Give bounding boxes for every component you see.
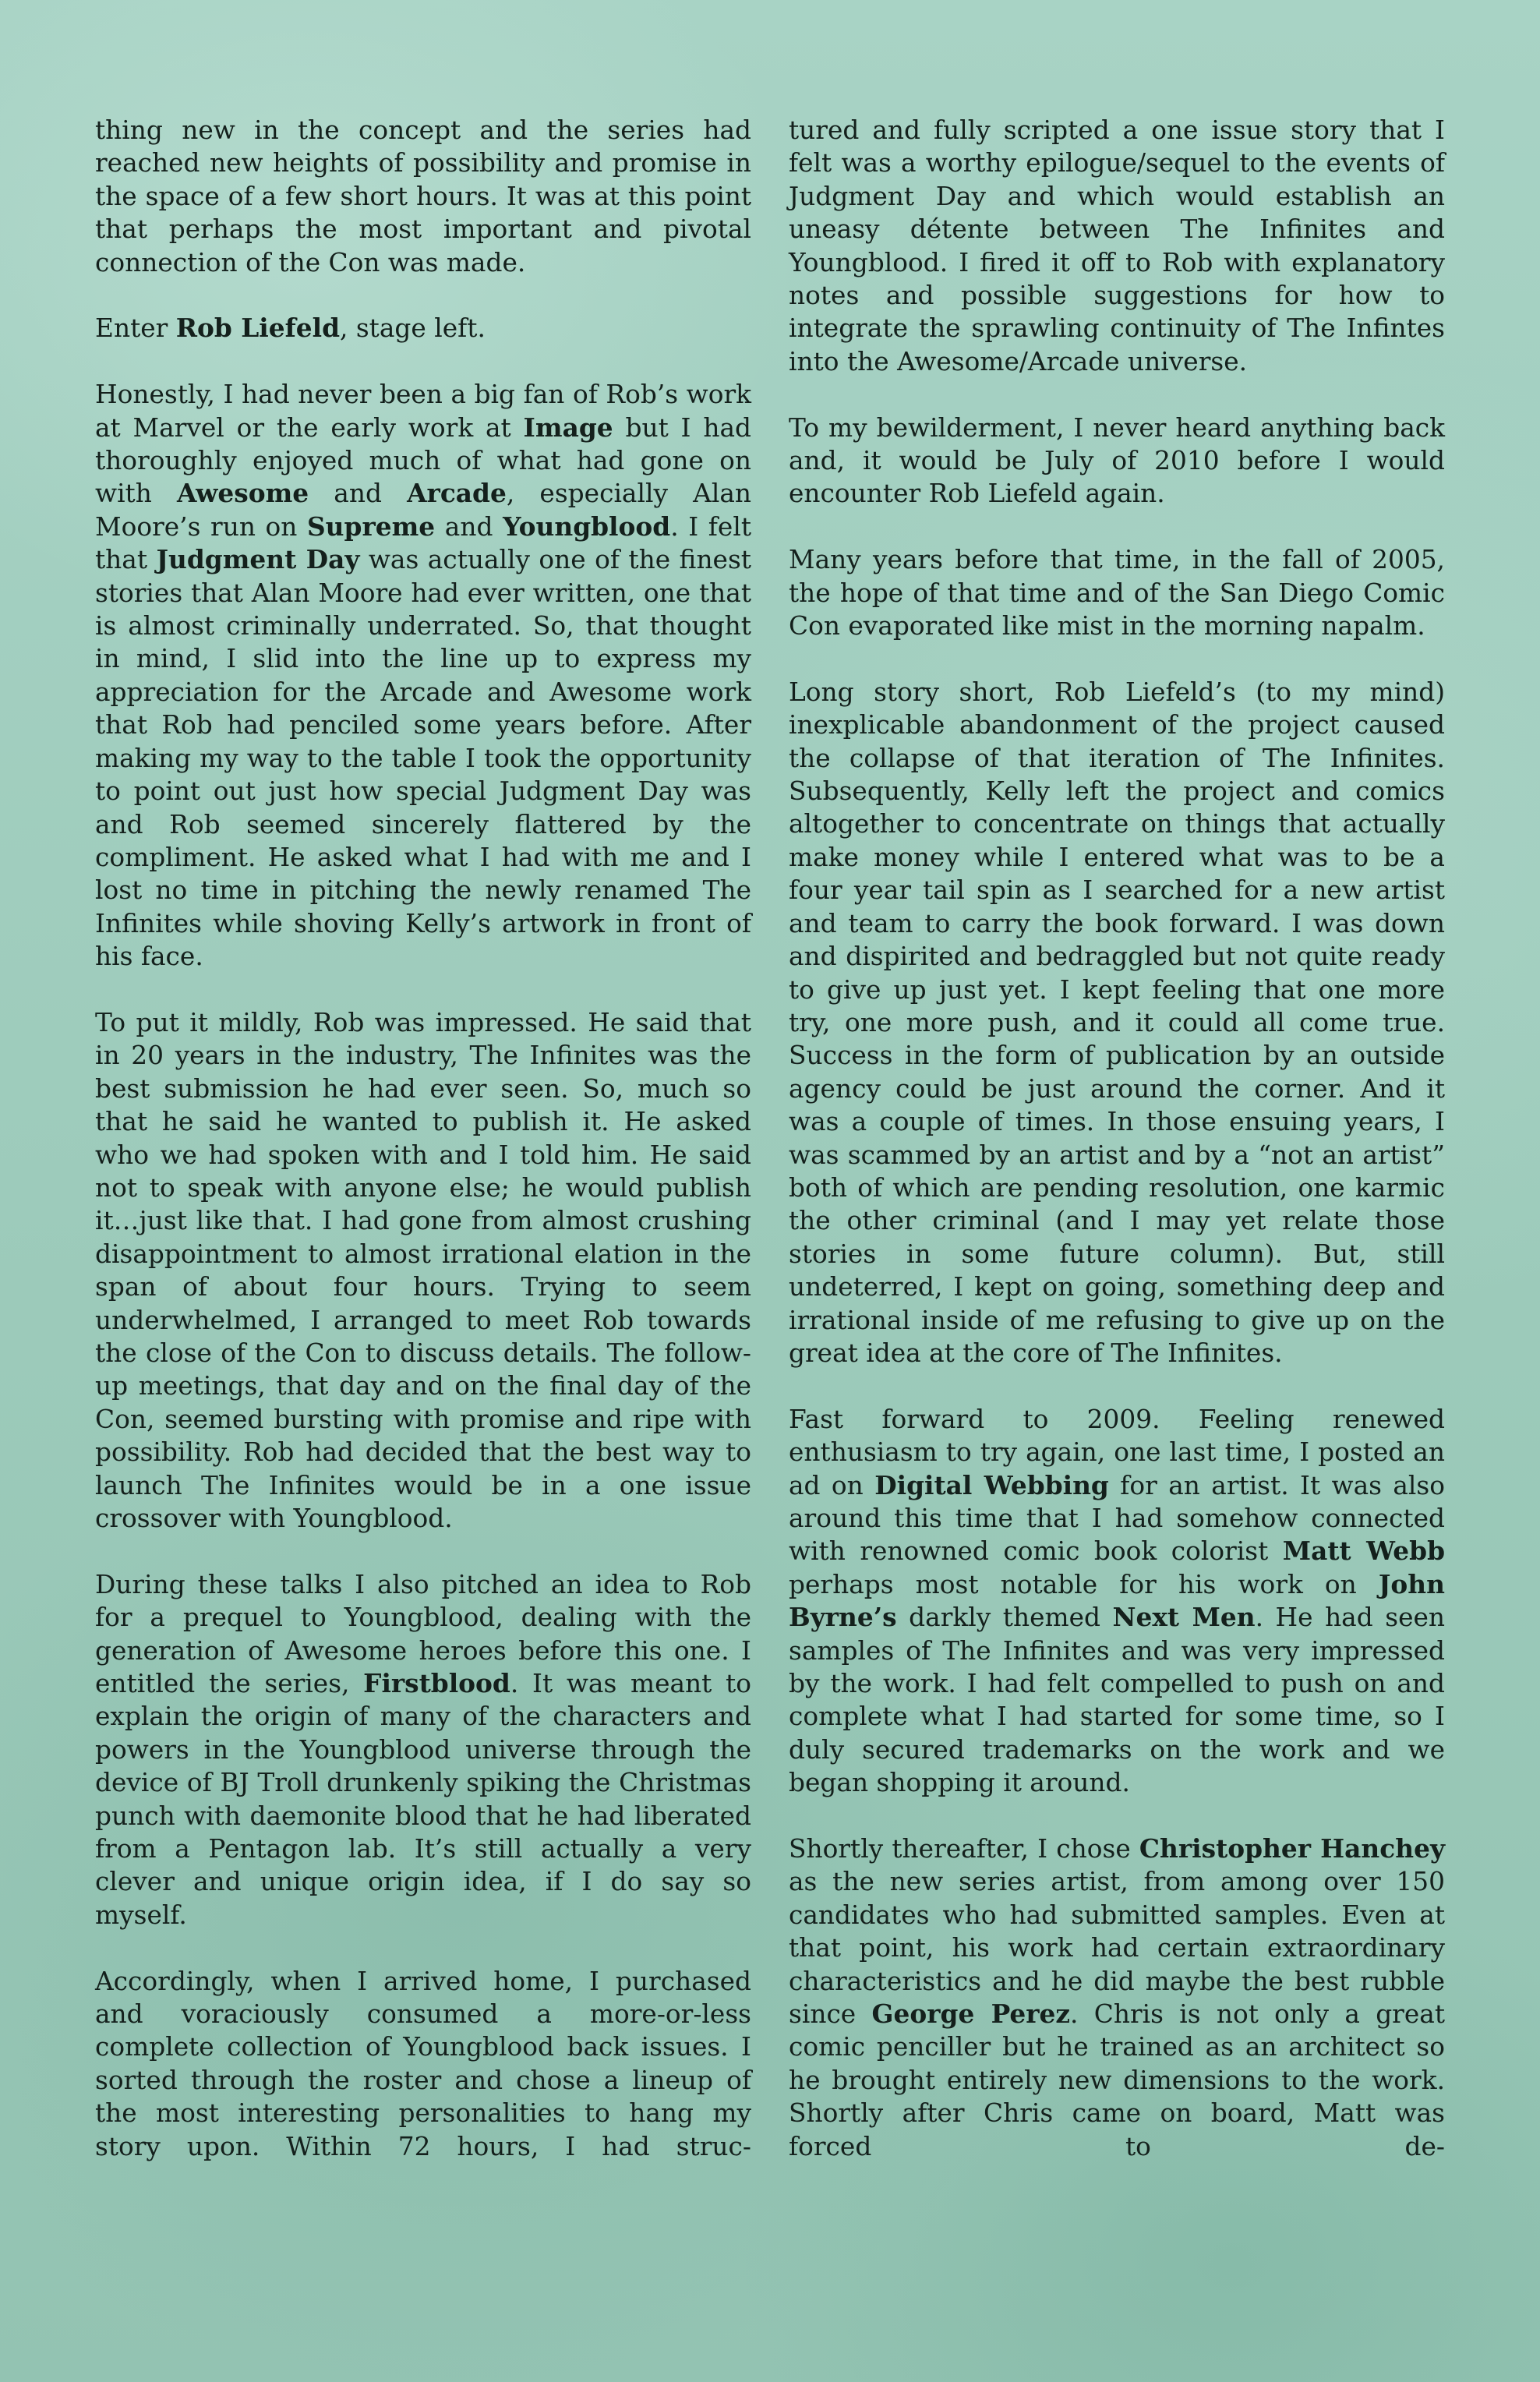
paragraph <box>95 1006 751 1536</box>
bold-name: Christopher Hanchey <box>1139 1833 1446 1864</box>
text-run: . I felt that <box>95 511 751 575</box>
bold-name: Judgment Day <box>156 544 360 575</box>
paragraph <box>789 676 1445 1370</box>
text-run: as the new series artist, from among over 150 candidates who had submitted samples. Even at that point, his work had certain extraordinary characteristics and he did maybe the best rubble since <box>789 1867 1445 2030</box>
text-run: thing new in the concept and the series had reached new heights of possibility and promise in the space of a few short hours. It was at this point that perhaps the most important and pivotal connection of the Con was made. <box>95 115 751 277</box>
text-run: darkly themed <box>896 1603 1113 1633</box>
text-run: Accordingly, when I arrived home, I purchased and voraciously consumed a more-or-less complete collection of Youngblood back issues. I sorted through the roster and chose a lineup of the most interesting personalities to hang my story upon. Within 72 hours, I had struc- <box>95 1966 751 2161</box>
bold-name: Arcade <box>407 478 507 509</box>
text-run: Many years before that time, in the fall of 2005, the hope of that time and of the San Diego Comic Con evaporated like mist in the morning napalm. <box>789 545 1445 641</box>
paragraph <box>789 1832 1445 2163</box>
text-run: . He had seen samples of The Infinites and was very impressed by the work. I had felt compelled to push on and complete what I had started for some time, so I duly secured trademarks on the work and we began shopping it around. <box>789 1603 1446 1798</box>
text-run: Enter <box>95 313 176 344</box>
paragraph <box>789 114 1445 378</box>
text-run: but I had thoroughly enjoyed much of what had gone on with <box>95 412 751 509</box>
bold-name: John Byrne’s <box>789 1568 1445 1633</box>
bold-name: Next Men <box>1112 1602 1256 1633</box>
right-column <box>789 114 1445 2163</box>
text-run: . Chris is not only a great comic penciller but he trained as an architect so he brought entirely new dimensions to the work. Shortly after Chris came on board, Matt was forced to de- <box>789 1999 1446 2161</box>
left-column <box>95 114 751 2163</box>
text-run: To put it mildly, Rob was impressed. He said that in 20 years in the industry, The Infinites was the best submission he had ever seen. So, much so that he said he wanted to publish it. He asked who we had spoken with and I told him. He said not to speak with anyone else; he would publish it…just like that. I had gone from almost crushing disappointment to almost irrational elation in the span of about four hours. Trying to seem underwhelmed, I arranged to meet Rob towards the close of the Con to discuss details. The follow-up meetings, that day and on the final day of the Con, seemed bursting with promise and ripe with possibility. Rob had decided that the best way to launch The Infinites would be in a one issue crossover with Youngblood. <box>95 1007 751 1534</box>
bold-name: Youngblood <box>503 511 671 542</box>
text-run: Fast forward to 2009. Feeling renewed enthusiasm to try again, one last time, I posted an ad on <box>789 1404 1445 1500</box>
text-run: To my bewilderment, I never heard anything back and, it would be July of 2010 before I would encounter Rob Liefeld again. <box>789 412 1445 509</box>
text-run: and <box>435 511 503 542</box>
bold-name: George Perez <box>871 1999 1071 2030</box>
text-run: . It was meant to explain the origin of many of the characters and powers in the Youngblood universe through the device of BJ Troll drunkenly spiking the Christmas punch with daemonite blood that he had liberated from a Pentagon lab. It’s still actually a very clever and unique origin idea, if I do say so myself. <box>95 1669 751 1930</box>
paragraph <box>95 1965 751 2163</box>
paragraph <box>789 543 1445 642</box>
text-run: tured and fully scripted a one issue story that I felt was a worthy epilogue/sequel to the events of Judgment Day and which would establish an uneasy détente between The Infinites and Youngblood. I fired it off to Rob with explanatory notes and possible suggestions for how to integrate the sprawling continuity of The Infintes into the Awesome/Arcade universe. <box>789 115 1445 376</box>
bold-name: Rob Liefeld <box>175 313 340 344</box>
bold-name: Supreme <box>307 511 436 542</box>
paragraph <box>95 312 751 345</box>
text-run: and <box>309 479 408 509</box>
text-run: for an artist. It was also around this time that I had somehow connected with renowned comic book colorist <box>789 1470 1445 1567</box>
bold-name: Matt Webb <box>1282 1536 1445 1567</box>
text-run: Long story short, Rob Liefeld’s (to my mind) inexplicable abandonment of the project caused the collapse of that iteration of The Infinites. Subsequently, Kelly left the project and comics altogether to concentrate on things that actually make money while I entered what was to be a four year tail spin as I searched for a new artist and team to carry the book forward. I was down and dispirited and bedraggled but not quite ready to give up just yet. I kept feeling that one more try, one more push, and it could all come true. Success in the form of publication by an outside agency could be just around the corner. And it was a couple of times. In those ensuing years, I was scammed by an artist and by a “not an artist” both of which are pending resolution, one karmic the other criminal (and I may yet relate those stories in some future column). But, still undeterred, I kept on going, something deep and irrational inside of me refusing to give up on the great idea at the core of The Infinites. <box>789 677 1445 1368</box>
text-run: Honestly, I had never been a big fan of Rob’s work at Marvel or the early work at <box>95 380 751 443</box>
text-run: During these talks I also pitched an idea to Rob for a prequel to Youngblood, dealing with the generation of Awesome heroes before this one. I entitled the series, <box>95 1569 751 1699</box>
text-run: perhaps most notable for his work on <box>789 1569 1379 1599</box>
text-run: , especially Alan Moore’s run on <box>95 479 751 542</box>
paragraph <box>789 1403 1445 1800</box>
text-run: Shortly thereafter, I chose <box>789 1834 1139 1864</box>
paragraph <box>95 378 751 973</box>
paragraph <box>95 114 751 279</box>
bold-name: Image <box>523 412 613 443</box>
paragraph <box>789 412 1445 511</box>
bold-name: Digital Webbing <box>874 1469 1109 1500</box>
bold-name: Firstblood <box>363 1668 510 1699</box>
text-run: was actually one of the finest stories that Alan Moore had ever written, one that is almost criminally underrated. So, that thought in mind, I slid into the line up to express my appreciation for the Arcade and Awesome work that Rob had penciled some years before. After making my way to the table I took the opportunity to point out just how special Judgment Day was and Rob seemed sincerely flattered by the compliment. He asked what I had with me and I lost no time in pitching the newly renamed The Infinites while shoving Kelly’s artwork in front of his face. <box>95 545 751 972</box>
bold-name: Awesome <box>177 478 309 509</box>
paragraph <box>95 1568 751 1931</box>
text-run: , stage left. <box>340 313 486 344</box>
